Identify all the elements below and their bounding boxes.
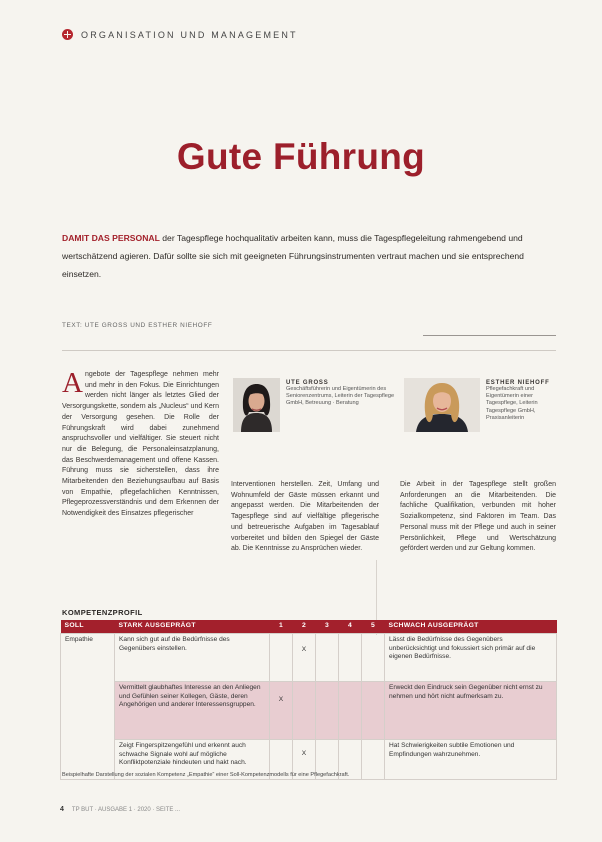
author-name: UTE GROSS	[286, 380, 329, 386]
rating-cell	[316, 682, 339, 740]
divider	[62, 350, 556, 351]
table-row	[61, 682, 557, 740]
rating-cell	[362, 634, 385, 682]
author-info-1	[286, 380, 396, 408]
competence-title: KOMPETENZPROFIL	[62, 608, 143, 617]
strong-cell: Kann sich gut auf die Bedürfnisse des Gegenübers einstellen.	[115, 634, 270, 682]
lead-text: der Tagespflege hochqualitativ arbeiten kann, muss die Tagespflegeleitung rahmengebend und wertschätzend agieren. Dafür sollte sie sich mit geeigneten Führungsinstrumenten vertraut machen und sie entsprechend einsetzen.	[62, 233, 524, 279]
author-portrait-icon	[404, 378, 480, 432]
rating-cell: X	[293, 740, 316, 780]
table-header-row	[61, 620, 557, 634]
rating-cell	[270, 634, 293, 682]
page-number: 4	[60, 806, 64, 813]
divider	[423, 335, 556, 336]
rating-cell	[339, 682, 362, 740]
strong-cell: Vermittelt glaubhaftes Interesse an den Anliegen und Gefühlen seiner Kollegen, Gäste, deren Angehörigen und anderer Interessensgruppen.	[115, 682, 270, 740]
author-photo-ute-gross	[233, 378, 280, 432]
author-photo-esther-niehoff	[404, 378, 480, 432]
rating-cell: X	[270, 682, 293, 740]
rating-cell: X	[293, 634, 316, 682]
article-col1-text: ngebote der Tagespflege nehmen mehr und mehr in den Fokus. Die Einrichtungen werden nicht länger als letztes Glied der Versorgungskette, sondern als „Nucleus“ und Kern der Versorgung gesehen. Die Rolle der Führungskraft wird dabei zunehmend anspruchsvoller und vielfältiger. Sie steuert nicht nur die Belegung, die Personaleinsatzplanung, das Beschwerdemanagement und offene Kassen. Führung muss sie sicherstellen, dass ihre Mitarbeitenden den Beziehungsaufbau auf Basis von Empathie, pflegefachlichen Kenntnissen, Pflegeprozessverständnis und dem Erkennen der Notwendigkeit des Einsatzes pflegerischer	[62, 371, 219, 518]
header-5: 5	[362, 620, 385, 634]
article-column-3: Die Arbeit in der Tagespflege stellt großen Anforderungen an die Mitarbeitenden. Die fachliche Qualifikation, verbunden mit hoher Sozialkompetenz, sind Faktoren im Team. Das Personal muss mit der Pflege und auch in seiner Persönlichkeit, Pflege und Wertschätzung gefördert werden und zur Geltung kommen.	[400, 481, 556, 553]
dropcap: A	[62, 367, 83, 399]
rating-cell	[316, 634, 339, 682]
byline: TEXT: UTE GROSS UND ESTHER NIEHOFF	[62, 322, 213, 329]
article-column-1	[62, 367, 219, 520]
header-weak: SCHWACH AUSGEPRÄGT	[385, 620, 557, 634]
author-info-2	[486, 380, 558, 422]
article-column-2: Interventionen herstellen. Zeit, Umfang und Wohnumfeld der Gäste müssen erkannt und angepasst werden. Die Mitarbeitenden der Tagespflege sind auf vielfältige pflegerische und betreuerische Aufgaben im Tagesablauf vorbereitet und bilden den Spiegel der Gäste ab. Die Kenntnisse zu Ansprüchen wieder.	[231, 481, 379, 553]
author-caption: Geschäftsführerin und Eigentümerin des Seniorenzentrums, Leiterin der Tagespflege GmbH, Betreuung · Beratung	[286, 386, 395, 407]
lead-highlight: DAMIT DAS PERSONAL	[62, 233, 160, 243]
strong-cell: Zeigt Fingerspitzengefühl und erkennt auch schwache Signale wohl auf mögliche Konfliktpotenziale hindeuten und hakt nach.	[115, 740, 270, 780]
header-4: 4	[339, 620, 362, 634]
plus-circle-icon	[62, 29, 73, 40]
author-portrait-icon	[233, 378, 280, 432]
header-1: 1	[270, 620, 293, 634]
competence-table	[60, 620, 557, 780]
author-caption: Pflegefachkraft und Eigentümerin einer Tagespflege, Leiterin Tagespflege GmbH, Praxisanleiterin	[486, 386, 538, 421]
weak-cell: Lässt die Bedürfnisse des Gegenübers unberücksichtigt und fokussiert sich primär auf die eigenen Bedürfnisse.	[385, 634, 557, 682]
section-title: ORGANISATION UND MANAGEMENT	[81, 29, 298, 40]
weak-cell: Erweckt den Eindruck sein Gegenüber nicht ernst zu nehmen und hört nicht aufmerksam zu.	[385, 682, 557, 740]
headline: Gute Führung	[176, 136, 426, 177]
table-row	[61, 634, 557, 682]
rating-cell	[293, 682, 316, 740]
header-strong: STARK AUSGEPRÄGT	[115, 620, 270, 634]
author-name: ESTHER NIEHOFF	[486, 380, 550, 386]
weak-cell: Hat Schwierigkeiten subtile Emotionen und Empfindungen wahrzunehmen.	[385, 740, 557, 780]
rating-cell	[362, 682, 385, 740]
rating-cell	[362, 740, 385, 780]
lead-paragraph	[62, 229, 547, 283]
section-header	[62, 29, 298, 40]
category-cell: Empathie	[61, 634, 115, 780]
header-soll: SOLL	[61, 620, 115, 634]
table-footnote: Beispielhafte Darstellung der sozialen Kompetenz „Empathie“ einer Soll-Kompetenzmodells für eine Pflegefachkraft.	[62, 772, 350, 778]
header-2: 2	[293, 620, 316, 634]
rating-cell	[339, 634, 362, 682]
page-footer	[60, 806, 180, 813]
footer-text: TP BUT · AUSGABE 1 · 2020 · SEITE ...	[71, 807, 181, 813]
header-3: 3	[316, 620, 339, 634]
